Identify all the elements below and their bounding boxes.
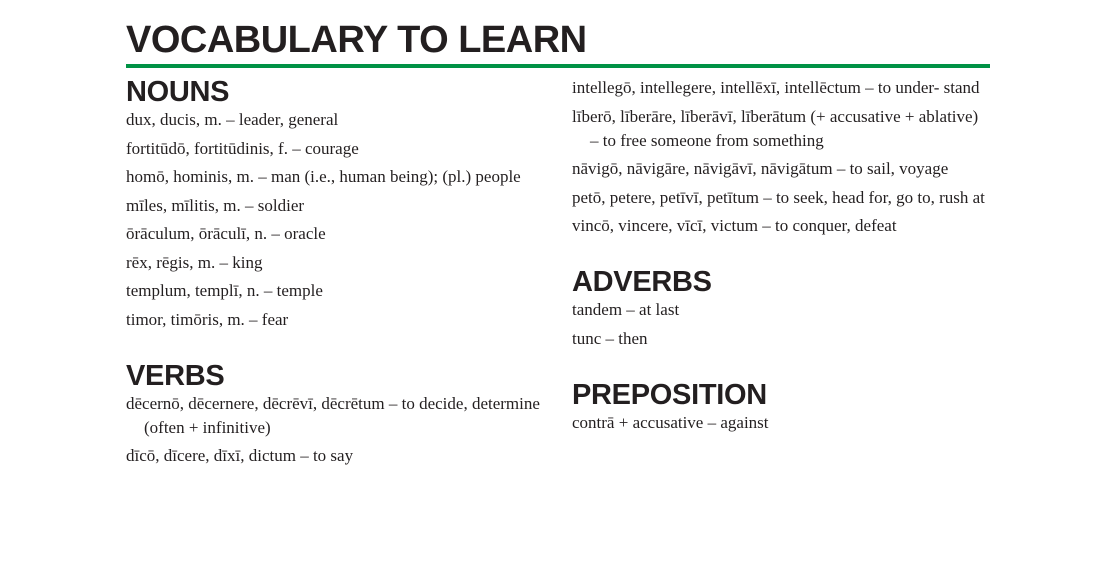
noun-entry: timor, timōris, m. – fear (126, 309, 289, 329)
vocabulary-page (126, 18, 990, 473)
preposition-list (572, 411, 990, 435)
verbs-list-left (126, 392, 572, 469)
noun-entry: homō, hominis, m. – man (i.e., human being); (pl.) people (126, 167, 521, 186)
preposition-entry: contrā + accusative – against (572, 412, 769, 432)
right-column (572, 68, 990, 473)
nouns-list (126, 108, 572, 332)
noun-entry: templum, templī, n. – temple (126, 281, 323, 300)
preposition-heading: PREPOSITION (572, 378, 767, 411)
adverb-entry: tunc – then (572, 328, 648, 348)
verb-entry: dēcernō, dēcernere, dēcrēvī, dēcrētum – to decide, determine (often + infinitive) (126, 393, 540, 437)
verbs-heading: VERBS (126, 359, 225, 392)
adverbs-list (572, 298, 990, 351)
page-title: VOCABULARY TO LEARN (126, 19, 587, 61)
vocabulary-columns (126, 68, 990, 473)
verb-entry: līberō, līberāre, līberāvī, līberātum (+ accusative + ablative) – to free someone from something (572, 106, 979, 150)
noun-entry: fortitūdō, fortitūdinis, f. – courage (126, 138, 359, 158)
verb-entry: dīcō, dīcere, dīxī, dictum – to say (126, 446, 354, 465)
verb-entry: petō, petere, petīvī, petītum – to seek, head for, go to, rush at (572, 187, 985, 207)
noun-entry: rēx, rēgis, m. – king (126, 252, 263, 272)
verb-entry: vincō, vincere, vīcī, victum – to conquer, defeat (572, 216, 897, 235)
noun-entry: mīles, mīlitis, m. – soldier (126, 195, 305, 215)
left-column (126, 68, 572, 473)
adverb-entry: tandem – at last (572, 300, 680, 319)
verbs-list-right (572, 76, 990, 238)
verb-entry: nāvigō, nāvigāre, nāvigāvī, nāvigātum – to sail, voyage (572, 159, 949, 178)
adverbs-heading: ADVERBS (572, 266, 712, 298)
verb-entry: intellegō, intellegere, intellēxī, intellēctum – to under- stand (572, 78, 980, 97)
noun-entry: dux, ducis, m. – leader, general (126, 110, 339, 129)
nouns-heading: NOUNS (126, 76, 230, 108)
noun-entry: ōrāculum, ōrāculī, n. – oracle (126, 224, 326, 243)
